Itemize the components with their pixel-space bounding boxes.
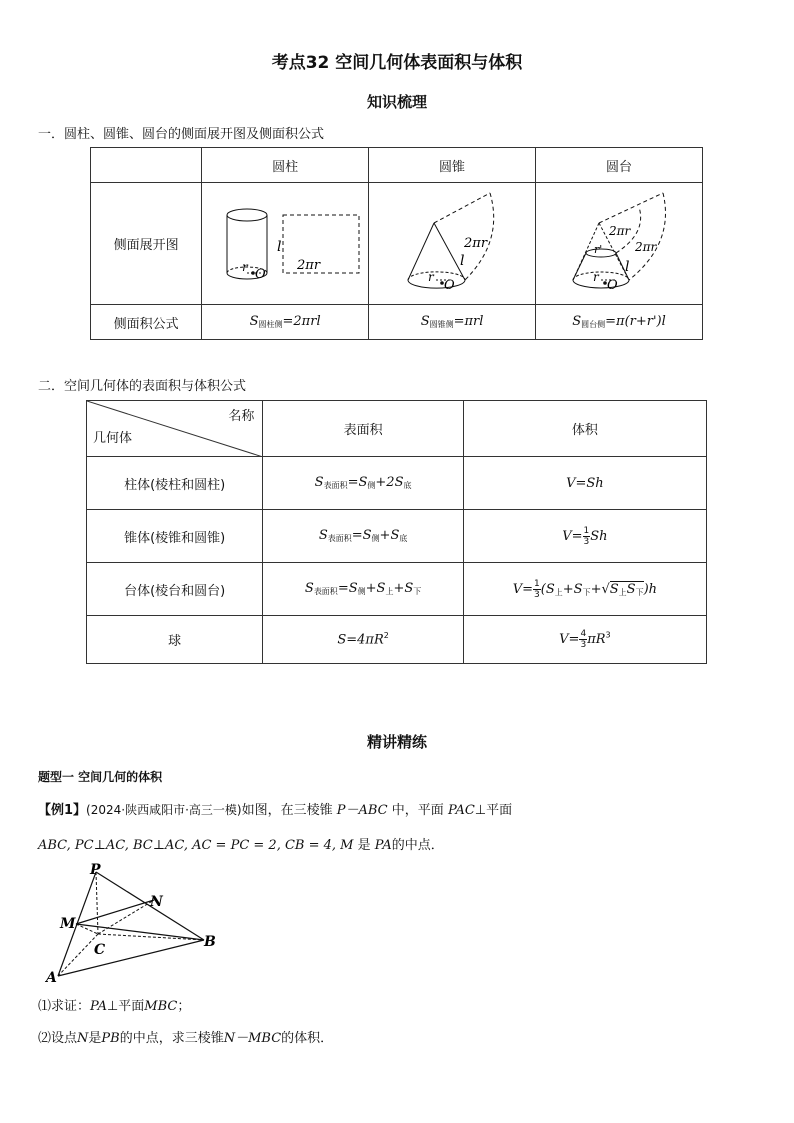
- row-frustum-name: 台体(棱台和圆台): [87, 563, 263, 616]
- frustum-unfold-figure: [539, 187, 699, 297]
- point-N-label: N: [150, 894, 163, 910]
- row-unfold-label: 侧面展开图: [91, 183, 202, 305]
- page-title: 考点32 空间几何体表面积与体积: [271, 53, 523, 73]
- row-pyramid-name: 锥体(棱锥和圆锥): [87, 510, 263, 563]
- point-M-label: M: [60, 916, 76, 932]
- frustum-r-label: r: [593, 269, 599, 284]
- col-volume: 体积: [463, 401, 706, 457]
- sphere-surface-formula: $S=4\pi R^2$: [263, 616, 463, 664]
- section-subtitle: 知识梳理: [366, 93, 427, 111]
- cone-formula: $S_{圆锥侧}=\pi rl$: [369, 305, 536, 340]
- pyramid-surface-formula: $S_{表面积}=S_侧+S_底$: [263, 510, 463, 563]
- example-label: 【例1】: [38, 803, 87, 818]
- point-A-label: A: [46, 970, 57, 986]
- cylinder-formula: $S_{圆柱侧}=2\pi rl$: [202, 305, 369, 340]
- corner-cell: [91, 148, 202, 183]
- frustum-surface-formula: $S_{表面积}=S_侧+S_上+S_下$: [263, 563, 463, 616]
- cylinder-2pir-label: 2πr: [297, 257, 321, 273]
- section3-title: 精讲精练: [366, 733, 427, 751]
- cylinder-O-label: O: [255, 266, 266, 282]
- cylinder-r-label: r: [242, 259, 248, 274]
- prism-surface-formula: $S_{表面积}=S_侧+2S_底$: [263, 457, 463, 510]
- diagonal-header-cell: [87, 401, 263, 457]
- cylinder-l-label: l: [277, 238, 282, 255]
- col-cone: 圆锥: [369, 148, 536, 183]
- cone-r-label: r: [428, 269, 434, 284]
- question-2: ⑵设点N是PB的中点，求三棱锥N－MBC的体积．: [38, 1031, 334, 1046]
- point-C-label: C: [94, 942, 106, 958]
- type-title: 题型一 空间几何的体积: [38, 770, 163, 784]
- example-line2: ABC, PC⊥AC, BC⊥AC, AC = PC = 2, CB = 4, M 是 PA的中点．: [38, 838, 444, 853]
- cylinder-figure-cell: [202, 183, 369, 305]
- tetrahedron-figure: [40, 862, 230, 987]
- frustum-figure-cell: [536, 183, 703, 305]
- point-P-label: P: [90, 862, 101, 878]
- cone-l-label: l: [460, 252, 465, 269]
- cone-figure-cell: [369, 183, 536, 305]
- cone-O-label: O: [444, 277, 455, 293]
- frustum-2pir-label: 2πr: [635, 239, 657, 254]
- corner-top-label: 名称: [228, 409, 255, 424]
- prism-volume-formula: V=Sh: [463, 457, 706, 510]
- side-area-table: [90, 147, 703, 340]
- point-B-label: B: [204, 934, 216, 950]
- cone-unfold-figure: [372, 187, 532, 297]
- surface-volume-table: [86, 400, 707, 664]
- frustum-formula: $S_{圆台侧}=\pi(r+r')l$: [536, 305, 703, 340]
- frustum-2pir-prime-label: 2πr: [609, 223, 631, 238]
- col-cylinder: 圆柱: [202, 148, 369, 183]
- row-sphere-name: 球: [87, 616, 263, 664]
- frustum-l-label: l: [625, 258, 630, 275]
- frustum-O-label: O: [607, 277, 618, 293]
- col-surface-area: 表面积: [263, 401, 463, 457]
- question-1: ⑴求证：PA⊥平面MBC；: [38, 999, 191, 1014]
- row-prism-name: 柱体(棱柱和圆柱): [87, 457, 263, 510]
- corner-bottom-label: 几何体: [93, 431, 133, 446]
- section1-heading: 一．圆柱、圆锥、圆台的侧面展开图及侧面积公式: [38, 127, 325, 142]
- pyramid-volume-formula: V= $\frac{1}{3}$ Sh: [463, 510, 706, 563]
- example-line1: 【例1】(2024·陕西咸阳市·高三一模)如图，在三棱锥 P－ABC 中，平面 PAC⊥平面: [38, 803, 513, 818]
- row-formula-label: 侧面积公式: [91, 305, 202, 340]
- frustum-volume-formula: V= $\frac{1}{3}$ $(S_上+S_下+√S_上S_下)h$: [463, 563, 706, 616]
- section2-heading: 二．空间几何体的表面积与体积公式: [38, 379, 247, 394]
- cone-2pir-label: 2πr: [464, 235, 488, 251]
- col-frustum: 圆台: [536, 148, 703, 183]
- frustum-r-prime-label: r': [594, 242, 603, 256]
- cylinder-unfold-figure: [205, 187, 365, 297]
- sphere-volume-formula: V= $\frac{4}{3}$ $\pi R^3$: [463, 616, 706, 664]
- example-source: (2024·陕西咸阳市·高三一模): [86, 803, 242, 817]
